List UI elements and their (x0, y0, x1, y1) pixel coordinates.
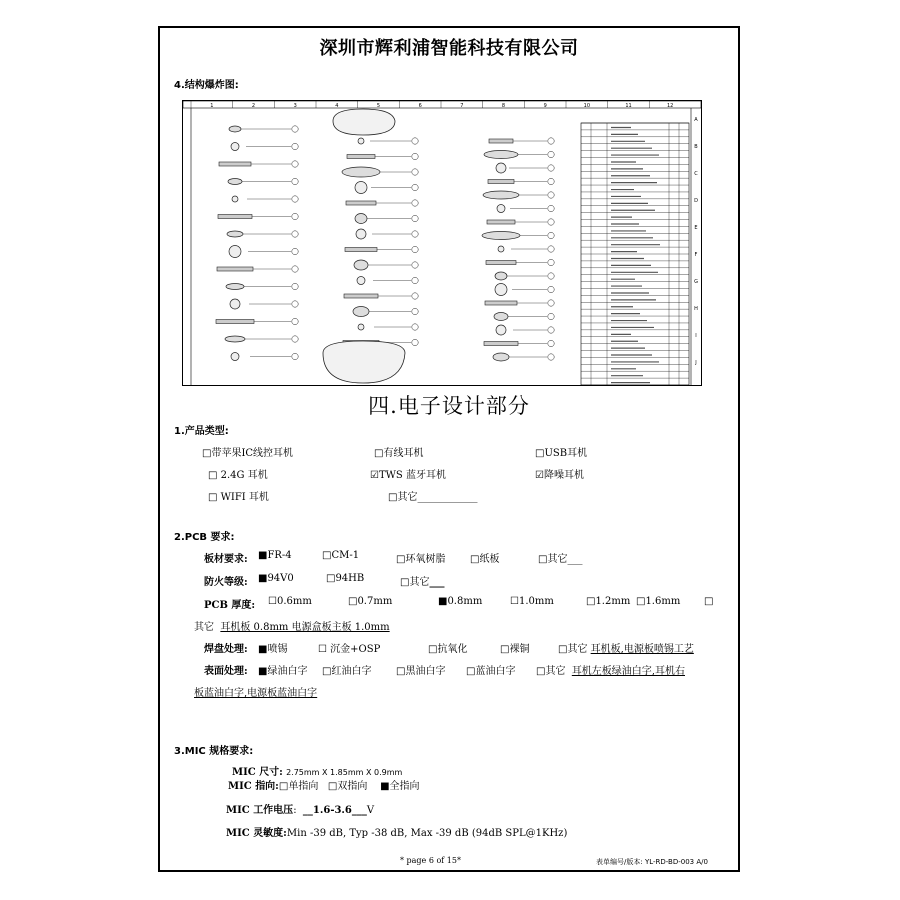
thick-opt-0-7: □0.7mm (348, 596, 393, 607)
pad-opt-enig-osp: ☐ 沉金+OSP (318, 644, 381, 655)
company-name: 深圳市辉利浦智能科技有限公司 (319, 38, 579, 59)
section-1-title: 1.产品类型: (174, 426, 229, 437)
mic-direction: MIC 指向:□单指向 □双指向 ■全指向 (228, 781, 420, 792)
mic-voltage: MIC 工作电压: __1.6-3.6___V (226, 805, 375, 816)
side-letter: H (694, 306, 698, 312)
side-letters (694, 117, 698, 366)
board-opt-cm1: □CM-1 (322, 550, 360, 561)
pad-label: 焊盘处理: (204, 644, 248, 655)
section-3-title: 3.MIC 规格要求: (174, 746, 254, 757)
option-usb: □USB耳机 (535, 448, 588, 459)
thick-opt-1-0: ☐1.0mm (510, 596, 554, 607)
pad-opt-hasl: ■喷锡 (258, 644, 288, 655)
side-letter: B (694, 144, 698, 150)
ruler-number: 10 (583, 103, 591, 109)
ruler-number: 11 (625, 103, 632, 109)
option-tws-bluetooth: ☑TWS 蓝牙耳机 (370, 470, 446, 481)
ruler-number: 6 (418, 103, 422, 109)
fire-opt-94hb: □94HB (326, 573, 365, 584)
board-opt-other: □其它___ (538, 554, 583, 565)
side-letter: I (695, 333, 697, 339)
exploded-view-drawing (182, 100, 702, 386)
ruler-number: 1 (210, 103, 214, 109)
fire-opt-94v0: ■94V0 (258, 573, 294, 584)
surface-opt-other: □其它 耳机左板绿油白字,耳机右 (536, 666, 685, 677)
thick-opt-other-box: □ (704, 596, 714, 607)
parts-callouts (216, 109, 554, 383)
board-label: 板材要求: (204, 554, 248, 565)
document-page (158, 26, 740, 872)
side-letter: J (695, 360, 697, 366)
option-other: □其它____________ (388, 492, 478, 503)
fire-opt-other: □其它___ (400, 577, 445, 588)
ruler-number: 3 (293, 103, 297, 109)
ruler-number: 4 (335, 103, 339, 109)
side-letter: C (694, 171, 698, 177)
surface-other-cont: 板蓝油白字,电源板蓝油白字 (194, 688, 318, 699)
fire-label: 防火等级: (204, 577, 248, 588)
ruler-number: 9 (543, 103, 547, 109)
surface-opt-green-white: ■绿油白字 (258, 666, 308, 677)
section-4-title: 4.结构爆炸图: (174, 80, 239, 91)
side-letter: G (694, 279, 698, 285)
section-2-title: 2.PCB 要求: (174, 532, 235, 543)
form-number: 表单编号/版本: YL-RD-BD-003 A/0 (596, 858, 708, 866)
board-opt-fr4: ■FR-4 (258, 550, 292, 561)
ruler-number: 8 (501, 103, 506, 109)
mic-sensitivity: MIC 灵敏度:Min -39 dB, Typ -38 dB, Max -39 dB (94dB SPL@1KHz) (226, 828, 568, 839)
board-opt-epoxy: □环氧树脂 (396, 554, 446, 565)
part-title: 四.电子设计部分 (368, 394, 530, 418)
board-opt-paper: □纸板 (470, 554, 500, 565)
option-2-4g: □ 2.4G 耳机 (208, 470, 268, 481)
side-letter: E (694, 225, 698, 231)
option-wired: □有线耳机 (374, 448, 424, 459)
exploded-view-svg (183, 101, 701, 385)
ruler-number: 2 (251, 103, 256, 109)
surface-opt-red-white: □红油白字 (322, 666, 372, 677)
thick-other: 其它 耳机板 0.8mm 电源盒板主板 1.0mm (194, 622, 390, 633)
thick-opt-1-6: □1.6mm (636, 596, 681, 607)
mic-size: MIC 尺寸: 2.75mm X 1.85mm X 0.9mm (232, 767, 403, 778)
option-apple-ic-wired: □带苹果IC线控耳机 (202, 448, 294, 459)
pad-opt-bare-copper: □裸铜 (500, 644, 530, 655)
surface-label: 表面处理: (204, 666, 248, 677)
thick-opt-1-2: □1.2mm (586, 596, 631, 607)
page-number: * page 6 of 15* (400, 856, 461, 865)
side-letter: A (694, 117, 698, 123)
thickness-label: PCB 厚度: (204, 600, 256, 611)
side-letter: F (694, 252, 698, 258)
pad-opt-other: □其它 耳机板,电源板喷锡工艺 (558, 644, 694, 655)
option-noise-cancel: ☑降噪耳机 (535, 470, 584, 481)
ruler-number: 5 (376, 103, 381, 109)
ruler-number: 12 (666, 103, 674, 109)
option-wifi: □ WIFI 耳机 (208, 492, 269, 503)
surface-opt-blue-white: □蓝油白字 (466, 666, 516, 677)
thick-opt-0-8: ■0.8mm (438, 596, 483, 607)
pad-opt-antioxidation: □抗氧化 (428, 644, 468, 655)
ruler-number: 7 (460, 103, 464, 109)
surface-opt-black-white: □黑油白字 (396, 666, 446, 677)
thick-opt-0-6: ☐0.6mm (268, 596, 312, 607)
side-letter: D (694, 198, 698, 204)
